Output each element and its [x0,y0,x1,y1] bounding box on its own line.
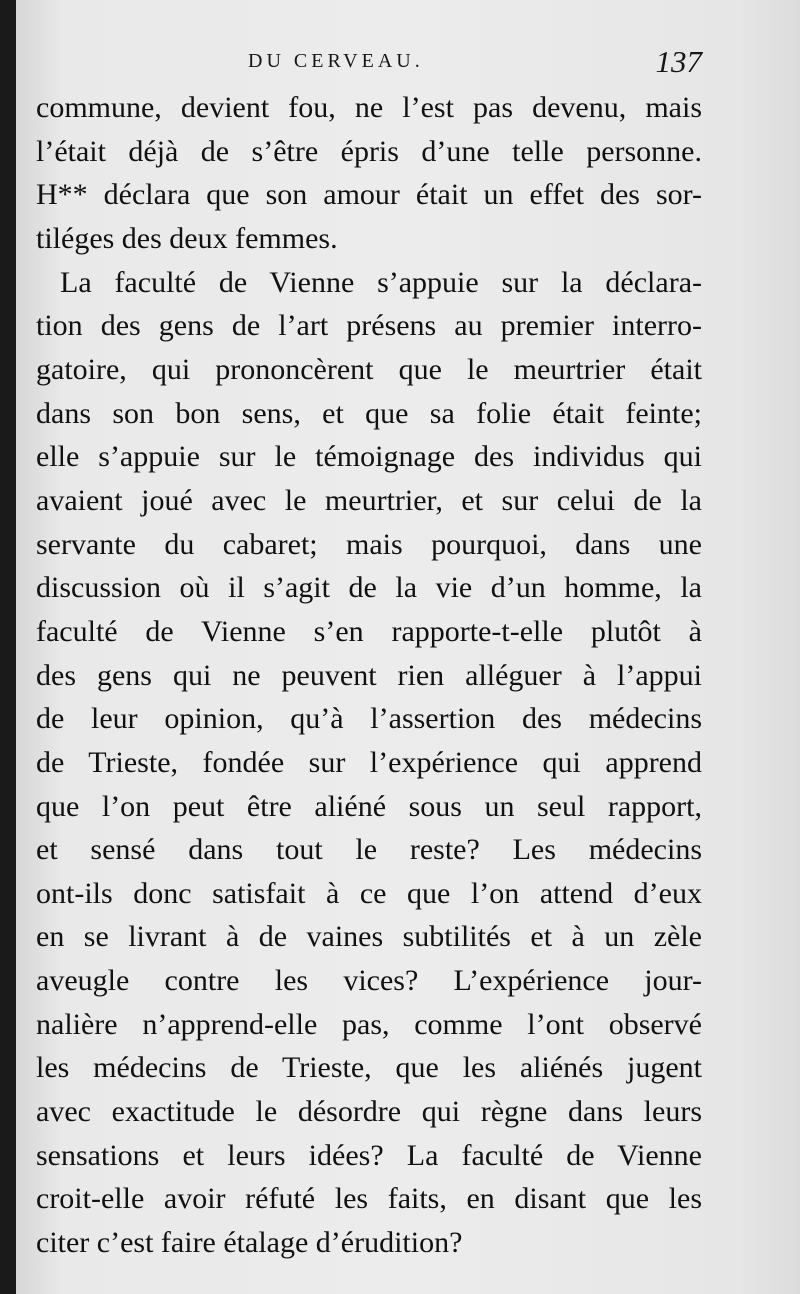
text-line: La faculté de Vienne s’appuie sur la déclara- [60,265,702,299]
text-line: elle s’appuie sur le témoignage des individus qui [36,440,702,474]
text-line: avec exactitude le désordre qui règne dans leurs [36,1095,702,1129]
text-line: tion des gens de l’art présens au premier interro- [36,309,702,343]
text-line: H** déclara que son amour était un effet des sor- [36,178,702,212]
text-line: que l’on peut être aliéné sous un seul rapport, [36,789,702,823]
text-line: avaient joué avec le meurtrier, et sur celui de la [36,483,702,517]
text-line: croit-elle avoir réfuté les faits, en disant que les [36,1182,702,1216]
text-line: tiléges des deux femmes. [36,221,338,255]
page-number: 137 [655,44,702,79]
text-line: de Trieste, fondée sur l’expérience qui apprend [36,745,702,779]
text-line: citer c’est faire étalage d’érudition? [36,1226,463,1260]
body-text [36,86,702,1265]
text-line: aveugle contre les vices? L’expérience jour- [36,964,702,998]
text-line: et sensé dans tout le reste? Les médecins [36,833,702,867]
text-line: en se livrant à de vaines subtilités et à un zèle [36,920,702,954]
text-line: discussion où il s’agit de la vie d’un homme, la [36,571,702,605]
text-line: gatoire, qui prononcèrent que le meurtrier était [36,352,702,386]
text-line: ont-ils donc satisfait à ce que l’on attend d’eux [36,876,702,910]
text-line: sensations et leurs idées? La faculté de Vienne [36,1138,702,1172]
text-line: servante du cabaret; mais pourquoi, dans une [36,527,702,561]
text-line: de leur opinion, qu’à l’assertion des médecins [36,702,702,736]
text-line: faculté de Vienne s’en rapporte-t-elle plutôt à [36,614,702,648]
running-head-title: DU CERVEAU. [248,50,424,72]
paragraph-1 [36,86,702,261]
running-head [36,44,702,84]
paragraph-2 [36,261,702,1265]
text-line: l’était déjà de s’être épris d’une telle personne. [36,134,702,168]
text-line: des gens qui ne peuvent rien alléguer à l’appui [36,658,702,692]
text-line: nalière n’apprend-elle pas, comme l’ont observé [36,1007,702,1041]
text-line: les médecins de Trieste, que les aliénés jugent [36,1051,702,1085]
text-line: commune, devient fou, ne l’est pas devenu, mais [36,91,702,124]
text-line: dans son bon sens, et que sa folie était feinte; [36,396,702,430]
